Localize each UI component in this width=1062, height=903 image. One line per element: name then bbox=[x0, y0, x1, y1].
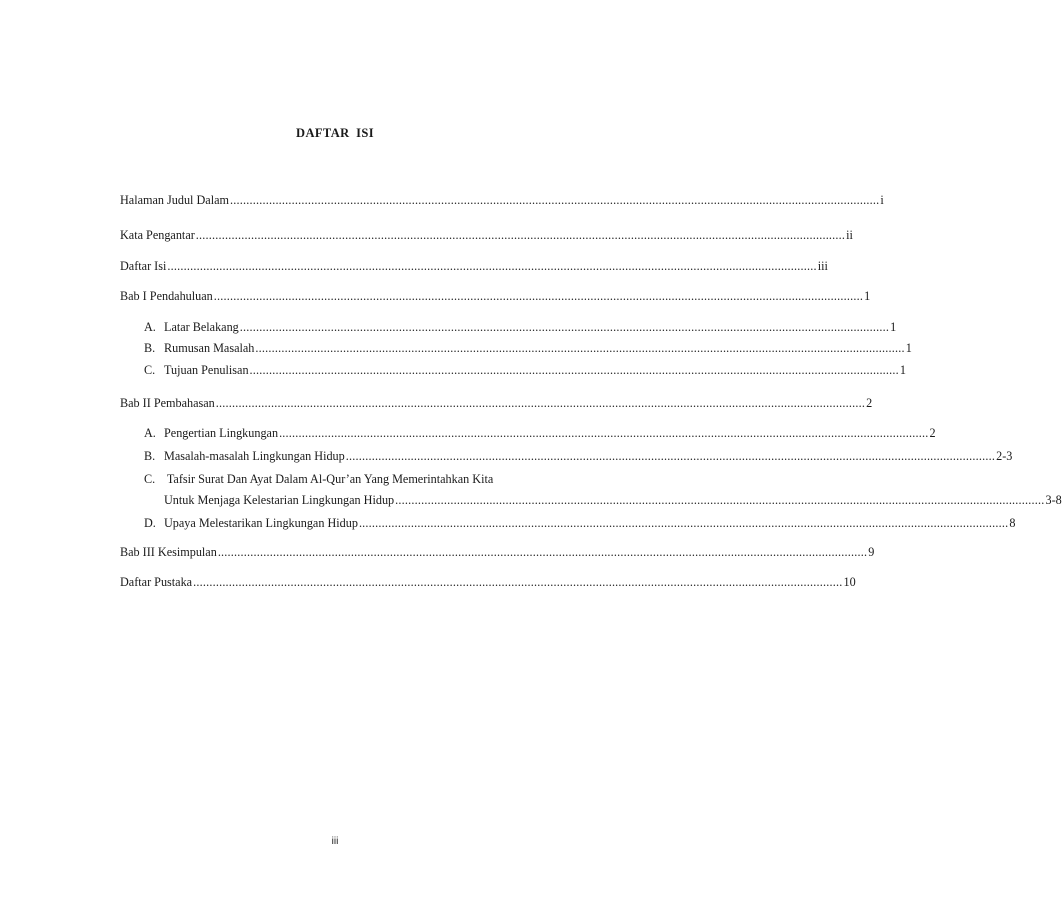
toc-label: Tafsir Surat Dan Ayat Dalam Al-Qur’an Yang Memerintahkan Kita bbox=[166, 472, 494, 486]
toc-entry-bab-1-c bbox=[144, 363, 907, 377]
toc-entry-kata-pengantar bbox=[120, 228, 853, 242]
toc-label: Halaman Judul Dalam bbox=[120, 193, 229, 207]
toc-item-prefix: C. bbox=[144, 472, 156, 486]
toc-page-number: i bbox=[880, 193, 884, 207]
toc-leader-dots: ........................................................................................................................................................................................................ bbox=[345, 449, 996, 463]
toc-page-number: 3-8 bbox=[1045, 493, 1062, 507]
toc-leader-dots: ........................................................................................................................................................................................................ bbox=[213, 289, 864, 303]
toc-page-number: 1 bbox=[890, 320, 897, 334]
toc-entry-bab-1-a bbox=[144, 320, 897, 334]
toc-leader-dots: ........................................................................................................................................................................................................ bbox=[249, 363, 899, 377]
toc-leader-dots: ........................................................................................................................................................................................................ bbox=[195, 228, 846, 242]
toc-label: Bab II Pembahasan bbox=[120, 396, 215, 410]
toc-label: Latar Belakang bbox=[164, 320, 239, 334]
toc-page-number: 8 bbox=[1009, 516, 1016, 530]
toc-entry-bab-1 bbox=[120, 289, 871, 303]
toc-page-number: 2 bbox=[866, 396, 873, 410]
toc-entry-bab-2-a bbox=[144, 426, 936, 440]
toc-label: Daftar Pustaka bbox=[120, 575, 193, 589]
toc-page-number: 1 bbox=[905, 341, 912, 355]
toc-page-number: 2-3 bbox=[996, 449, 1013, 463]
toc-leader-dots: ........................................................................................................................................................................................................ bbox=[167, 259, 817, 273]
toc-entry-bab-2-b bbox=[144, 449, 1013, 463]
toc-item-prefix: C. bbox=[144, 363, 156, 377]
toc-page-number: 2 bbox=[929, 426, 936, 440]
toc-item-prefix: D. bbox=[144, 516, 156, 530]
toc-entry-bab-3 bbox=[120, 545, 875, 559]
toc-leader-dots: ........................................................................................................................................................................................................ bbox=[229, 193, 880, 207]
toc-leader-dots: ........................................................................................................................................................................................................ bbox=[255, 341, 905, 355]
toc-label: Bab III Kesimpulan bbox=[120, 545, 217, 559]
toc-entry-bab-2-d bbox=[144, 516, 1016, 530]
toc-leader-dots: ........................................................................................................................................................................................................ bbox=[395, 493, 1045, 507]
toc-item-prefix: B. bbox=[144, 341, 156, 355]
toc-label: Kata Pengantar bbox=[120, 228, 195, 242]
toc-entry-bab-1-b bbox=[144, 341, 912, 355]
toc-page-number: ii bbox=[846, 228, 853, 242]
toc-label: Upaya Melestarikan Lingkungan Hidup bbox=[164, 516, 358, 530]
page-title: DAFTAR ISI bbox=[296, 126, 374, 140]
toc-entry-bab-2-c-line1 bbox=[144, 472, 524, 486]
toc-page-number: iii bbox=[817, 259, 828, 273]
toc-label: Pengertian Lingkungan bbox=[164, 426, 279, 440]
toc-item-prefix: A. bbox=[144, 320, 156, 334]
toc-leader-dots: ........................................................................................................................................................................................................ bbox=[279, 426, 929, 440]
toc-item-prefix: B. bbox=[144, 449, 156, 463]
toc-leader-dots: ........................................................................................................................................................................................................ bbox=[239, 320, 890, 334]
toc-leader-dots: ........................................................................................................................................................................................................ bbox=[215, 396, 866, 410]
toc-label: Bab I Pendahuluan bbox=[120, 289, 213, 303]
toc-leader-dots: ........................................................................................................................................................................................................ bbox=[358, 516, 1009, 530]
toc-label: Tujuan Penulisan bbox=[164, 363, 249, 377]
toc-page-number: 10 bbox=[843, 575, 856, 589]
toc-page-number: 1 bbox=[899, 363, 907, 377]
toc-label: Untuk Menjaga Kelestarian Lingkungan Hidup bbox=[164, 493, 395, 507]
toc-entry-bab-2 bbox=[120, 396, 873, 410]
toc-entry-daftar-pustaka bbox=[120, 575, 856, 589]
toc-leader-dots: ........................................................................................................................................................................................................ bbox=[217, 545, 868, 559]
toc-label: Masalah-masalah Lingkungan Hidup bbox=[164, 449, 345, 463]
toc-label: Rumusan Masalah bbox=[164, 341, 255, 355]
toc-label: Daftar Isi bbox=[120, 259, 167, 273]
toc-entry-halaman-judul bbox=[120, 193, 884, 207]
toc-item-prefix: A. bbox=[144, 426, 156, 440]
toc-page-number: 9 bbox=[868, 545, 875, 559]
toc-entry-daftar-isi bbox=[120, 259, 828, 273]
toc-entry-bab-2-c-line2 bbox=[164, 493, 1062, 507]
footer-page-number: iii bbox=[331, 836, 339, 847]
toc-leader-dots: ........................................................................................................................................................................................................ bbox=[193, 575, 843, 589]
toc-page-number: 1 bbox=[864, 289, 871, 303]
